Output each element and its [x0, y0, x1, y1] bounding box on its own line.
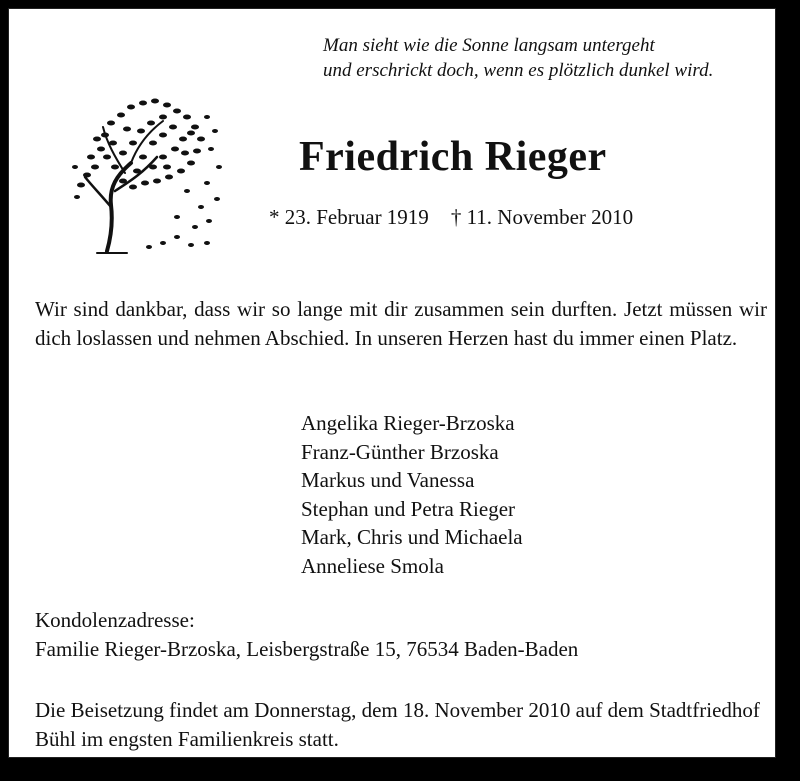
life-dates — [269, 205, 633, 230]
funeral-notice: Die Beisetzung findet am Donnerstag, dem 18. November 2010 auf dem Stadtfriedhof Bühl im engsten Familienkreis statt. — [35, 698, 760, 751]
obituary-card — [8, 8, 776, 758]
signers-list — [301, 409, 523, 580]
birth-date: * 23. Februar 1919 — [269, 205, 429, 229]
quote — [323, 33, 713, 83]
signer: Franz-Günther Brzoska — [301, 439, 499, 464]
signer: Markus und Vanessa — [301, 468, 475, 492]
condolence-address — [35, 606, 578, 664]
tree-illustration — [67, 87, 227, 257]
signer: Angelika Rieger-Brzoska — [301, 411, 515, 435]
signer: Mark, Chris und Michaela — [301, 525, 523, 549]
condolence-address-text: Familie Rieger-Brzoska, Leisbergstraße 15, 76534 Baden-Baden — [35, 637, 579, 661]
condolence-label: Kondolenzadresse: — [35, 608, 195, 632]
farewell-message: Wir sind dankbar, dass wir so lange mit dir zusammen sein durften. Jetzt müssen wir dich loslassen und nehmen Abschied. In unseren Herzen hast du immer einen Platz. — [35, 297, 767, 350]
death-date: † 11. November 2010 — [450, 205, 634, 229]
signer: Stephan und Petra Rieger — [301, 496, 516, 521]
quote-line-2: und erschrickt doch, wenn es plötzlich dunkel wird. — [323, 60, 714, 81]
quote-line-1: Man sieht wie die Sonne langsam untergeht — [323, 35, 655, 56]
signer: Anneliese Smola — [301, 553, 444, 578]
deceased-name: Friedrich Rieger — [299, 134, 607, 180]
